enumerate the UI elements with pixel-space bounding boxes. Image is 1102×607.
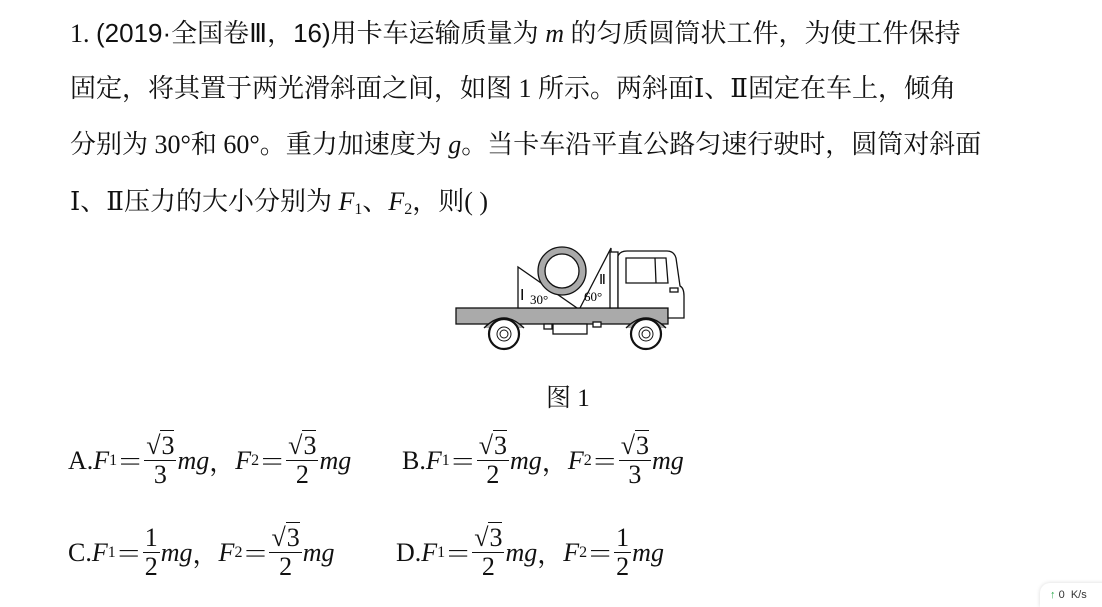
var-F2: F xyxy=(563,537,580,567)
option-letter: C. xyxy=(68,537,92,567)
wheel-left xyxy=(489,319,519,349)
option-a xyxy=(68,432,351,489)
subscript: 1 xyxy=(107,543,116,561)
var-F2: F xyxy=(235,445,252,475)
sqrt-sign: √ xyxy=(620,431,636,460)
option-letter: A. xyxy=(68,445,94,475)
separator: ， xyxy=(537,540,564,569)
subscript: 2 xyxy=(404,201,413,218)
var-mg: mg xyxy=(510,445,542,475)
var-mg: mg xyxy=(160,537,193,567)
stem-text: Ⅰ、Ⅱ压力的大小分别为 xyxy=(70,187,339,216)
separator: ， xyxy=(541,448,568,477)
speed-value: 0 xyxy=(1058,589,1065,601)
stem-text: 用卡车运输质量为 xyxy=(330,19,546,48)
stem-text: 固定，将其置于两光滑斜面之间，如图 1 所示。两斜面Ⅰ、Ⅱ固定在车上，倾角 xyxy=(70,74,956,103)
option-d xyxy=(396,524,664,581)
subscript: 2 xyxy=(583,451,592,469)
question-line-1 xyxy=(70,16,960,51)
numerator: 1 xyxy=(616,523,630,552)
var-mg: mg xyxy=(177,445,210,475)
denominator: 2 xyxy=(279,552,293,581)
denominator: 2 xyxy=(295,460,309,489)
upload-arrow-icon: ↑ xyxy=(1050,589,1056,601)
denominator: 3 xyxy=(628,460,642,489)
truck-figure xyxy=(452,238,688,354)
var-mg: mg xyxy=(302,537,335,567)
sqrt-sign: √ xyxy=(288,431,303,460)
separator: 、 xyxy=(362,187,389,216)
angle-30: 30° xyxy=(530,292,549,307)
numerator: 3 xyxy=(636,431,650,460)
question-line-3 xyxy=(70,128,981,162)
option-letter: B. xyxy=(402,445,426,475)
subscript: 2 xyxy=(579,543,588,561)
numerator: 3 xyxy=(494,431,508,460)
var-mg: mg xyxy=(505,537,538,567)
fraction xyxy=(144,432,176,489)
var-g: g xyxy=(448,130,462,159)
subscript: 1 xyxy=(354,201,363,218)
var-mg: mg xyxy=(632,537,664,567)
separator: ， xyxy=(209,448,236,477)
numerator: 1 xyxy=(144,523,158,552)
var-F1: F xyxy=(93,445,110,475)
sqrt-sign: √ xyxy=(478,431,494,460)
denominator: 3 xyxy=(153,460,167,489)
denominator: 2 xyxy=(616,552,630,581)
option-c xyxy=(68,524,335,581)
equals: ＝ xyxy=(449,448,476,477)
equals: ＝ xyxy=(117,448,144,477)
numerator: 3 xyxy=(161,431,175,460)
numerator: 3 xyxy=(489,523,503,552)
equals: ＝ xyxy=(115,540,142,569)
equals: ＝ xyxy=(445,540,472,569)
sqrt-sign: √ xyxy=(146,431,161,460)
var-F2: F xyxy=(388,187,405,216)
fraction xyxy=(614,524,631,581)
stem-text: 的匀质圆筒状工件，为使工件保持 xyxy=(563,19,961,48)
subscript: 1 xyxy=(437,543,446,561)
var-mg: mg xyxy=(652,445,684,475)
var-F1: F xyxy=(425,445,442,475)
subscript: 2 xyxy=(234,543,243,561)
stem-text: 。当卡车沿平直公路匀速行驶时，圆筒对斜面 xyxy=(461,130,982,159)
fraction xyxy=(477,432,509,489)
fraction xyxy=(269,524,301,581)
question-line-2 xyxy=(70,72,956,106)
separator: ， xyxy=(192,540,219,569)
fraction xyxy=(619,432,651,489)
angle-60: 60° xyxy=(584,289,603,304)
var-F1: F xyxy=(421,537,438,567)
denominator: 2 xyxy=(144,552,158,581)
label-II: Ⅱ xyxy=(599,273,606,288)
sqrt-sign: √ xyxy=(474,523,489,552)
fraction xyxy=(143,524,160,581)
speed-unit: K/s xyxy=(1070,589,1087,601)
fraction xyxy=(472,524,504,581)
var-F1: F xyxy=(338,187,355,216)
stem-text: 分别为 30°和 60°。重力加速度为 xyxy=(70,130,449,159)
var-F2: F xyxy=(567,445,584,475)
option-b xyxy=(402,432,684,489)
numerator: 3 xyxy=(286,523,300,552)
var-F1: F xyxy=(91,537,108,567)
network-speed-widget xyxy=(1040,583,1102,607)
equals: ＝ xyxy=(242,540,269,569)
subscript: 1 xyxy=(109,451,118,469)
equals: ＝ xyxy=(587,540,614,569)
var-m: m xyxy=(545,19,564,48)
var-mg: mg xyxy=(319,445,352,475)
denominator: 2 xyxy=(481,552,495,581)
question-number: 1. xyxy=(70,19,96,48)
equals: ＝ xyxy=(591,448,618,477)
option-letter: D. xyxy=(396,537,422,567)
label-I: Ⅰ xyxy=(520,288,525,304)
sqrt-sign: √ xyxy=(271,523,286,552)
wheel-right xyxy=(631,319,661,349)
figure-caption: 图 1 xyxy=(546,385,590,412)
subscript: 2 xyxy=(251,451,260,469)
var-F2: F xyxy=(218,537,235,567)
denominator: 2 xyxy=(486,460,500,489)
equals: ＝ xyxy=(259,448,286,477)
question-source: (2019·全国卷Ⅲ，16) xyxy=(96,18,331,48)
numerator: 3 xyxy=(303,431,317,460)
truck-cab xyxy=(618,251,684,318)
question-line-4 xyxy=(70,185,488,227)
fraction xyxy=(286,432,318,489)
subscript: 1 xyxy=(441,451,450,469)
stem-text: ，则( ) xyxy=(412,187,489,216)
